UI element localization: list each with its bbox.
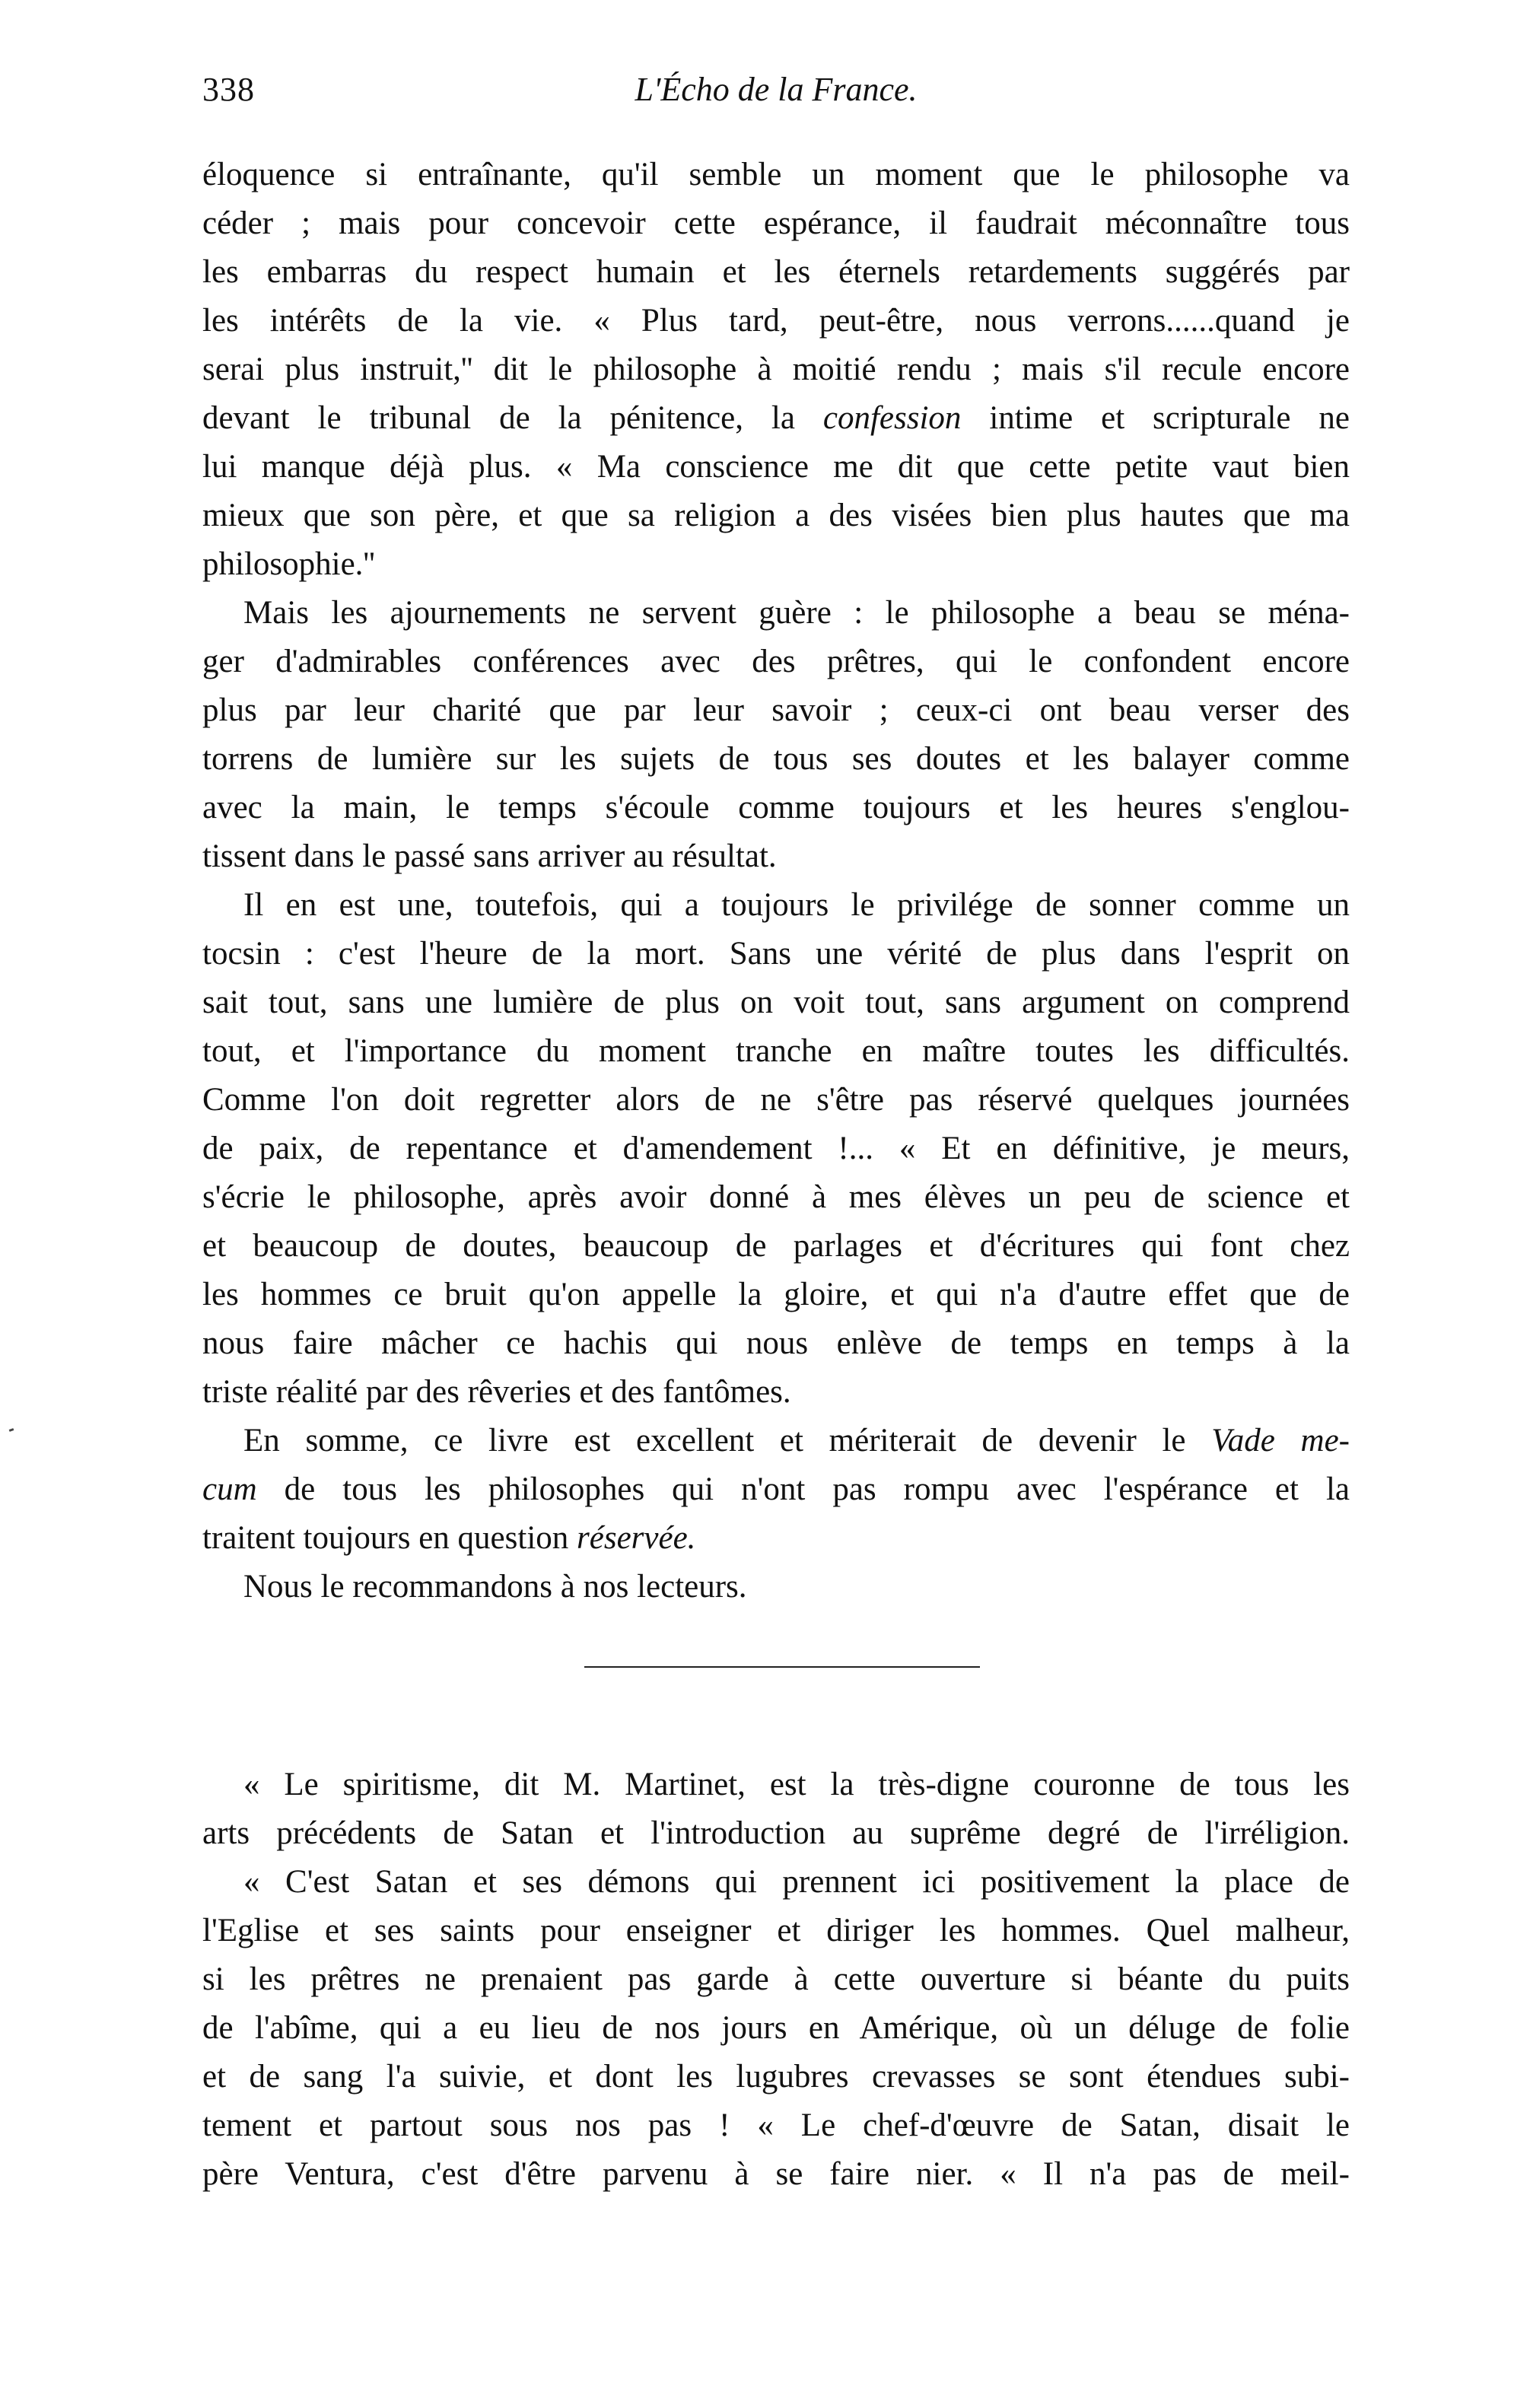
text-line: et beaucoup de doutes, beaucoup de parlages et d'écritures qui font chez	[202, 1228, 1350, 1264]
text-line: les intérêts de la vie. « Plus tard, peut-être, nous verrons......quand je	[202, 303, 1350, 339]
text-line: « C'est Satan et ses démons qui prennent ici positivement la place de	[243, 1864, 1350, 1900]
text-line: serai plus instruit,'' dit le philosophe à moitié rendu ; mais s'il recule encore	[202, 351, 1350, 387]
text-line: Comme l'on doit regretter alors de ne s'être pas réservé quelques journées	[202, 1082, 1350, 1118]
margin-mark	[9, 1428, 14, 1432]
text-line: nous faire mâcher ce hachis qui nous enlève de temps en temps à la	[202, 1325, 1350, 1361]
text-line: avec la main, le temps s'écoule comme toujours et les heures s'englou-	[202, 790, 1350, 825]
text-line: tissent dans le passé sans arriver au résultat.	[202, 838, 777, 874]
paragraph-first-line: Nous le recommandons à nos lecteurs.	[243, 1569, 747, 1605]
text-line: tocsin : c'est l'heure de la mort. Sans une vérité de plus dans l'esprit on	[202, 936, 1350, 972]
paragraph-first-line: « Le spiritisme, dit M. Martinet, est la très-digne couronne de tous les	[243, 1767, 1350, 1802]
text-line: tement et partout sous nos pas ! « Le chef-d'œuvre de Satan, disait le	[202, 2107, 1350, 2143]
text-line: de l'abîme, qui a eu lieu de nos jours en Amérique, où un déluge de folie	[202, 2010, 1350, 2046]
page-header	[202, 70, 1350, 116]
text-line: et de sang l'a suivie, et dont les lugubres crevasses se sont étendues subi-	[202, 2059, 1350, 2095]
text-line: mieux que son père, et que sa religion a des visées bien plus hautes que ma	[202, 498, 1350, 533]
paragraph-first-line: En somme, ce livre est excellent et mériterait de devenir le Vade me-	[243, 1423, 1350, 1458]
text-line: céder ; mais pour concevoir cette espérance, il faudrait méconnaître tous	[202, 205, 1350, 241]
paragraph-first-line: Il en est une, toutefois, qui a toujours le privilége de sonner comme un	[243, 887, 1350, 923]
text-line: triste réalité par des rêveries et des fantômes.	[202, 1374, 791, 1410]
text-line: lui manque déjà plus. « Ma conscience me dit que cette petite vaut bien	[202, 449, 1350, 485]
text-line: torrens de lumière sur les sujets de tous ses doutes et les balayer comme	[202, 741, 1350, 777]
text-line: ger d'admirables conférences avec des prêtres, qui le confondent encore	[202, 644, 1350, 679]
page-number: 338	[202, 71, 255, 108]
section-divider	[584, 1666, 980, 1668]
text-line: cum de tous les philosophes qui n'ont pas rompu avec l'espérance et la	[202, 1471, 1350, 1507]
text-line: si les prêtres ne prenaient pas garde à cette ouverture si béante du puits	[202, 1961, 1350, 1997]
text-line: plus par leur charité que par leur savoir ; ceux-ci ont beau verser des	[202, 692, 1350, 728]
text-line: arts précédents de Satan et l'introduction au suprême degré de l'irréligion.	[202, 1815, 1350, 1851]
text-line: sait tout, sans une lumière de plus on voit tout, sans argument on comprend	[202, 985, 1350, 1020]
text-line: les embarras du respect humain et les éternels retardements suggérés par	[202, 254, 1350, 290]
text-line: devant le tribunal de la pénitence, la confession intime et scripturale ne	[202, 400, 1350, 436]
text-line: l'Eglise et ses saints pour enseigner et diriger les hommes. Quel malheur,	[202, 1913, 1350, 1948]
text-line: s'écrie le philosophe, après avoir donné à mes élèves un peu de science et	[202, 1179, 1350, 1215]
text-line: les hommes ce bruit qu'on appelle la gloire, et qui n'a d'autre effet que de	[202, 1277, 1350, 1312]
text-line: père Ventura, c'est d'être parvenu à se faire nier. « Il n'a pas de meil-	[202, 2156, 1350, 2192]
running-title: L'Écho de la France.	[635, 71, 918, 108]
quotation-text	[202, 1761, 1350, 2199]
paragraph-first-line: Mais les ajournements ne servent guère : le philosophe a beau se ména-	[243, 595, 1350, 631]
text-line: de paix, de repentance et d'amendement !... « Et en définitive, je meurs,	[202, 1131, 1350, 1166]
text-line: éloquence si entraînante, qu'il semble un moment que le philosophe va	[202, 157, 1350, 192]
text-line: traitent toujours en question réservée.	[202, 1520, 696, 1556]
text-line: tout, et l'importance du moment tranche en maître toutes les difficultés.	[202, 1033, 1350, 1069]
text-line: philosophie.''	[202, 546, 375, 582]
review-text	[202, 151, 1350, 1611]
